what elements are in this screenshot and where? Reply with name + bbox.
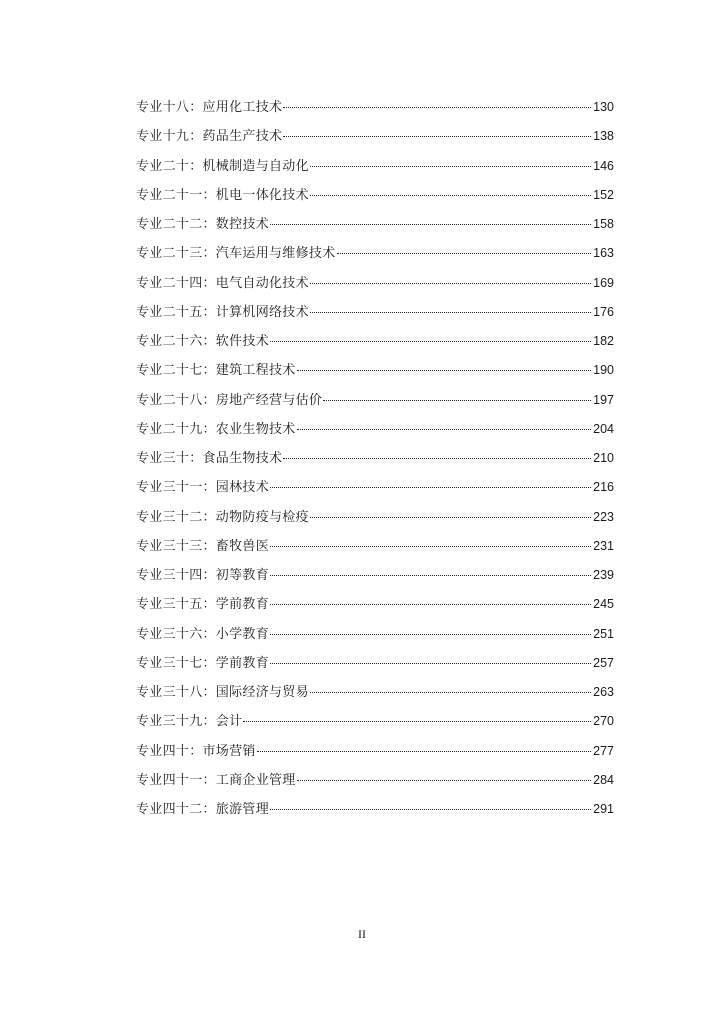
toc-entry-page: 239 — [593, 568, 614, 582]
toc-dot-leader — [297, 429, 592, 430]
toc-entry-title: 专业二十七：建筑工程技术 — [136, 363, 296, 379]
page-number: II — [358, 927, 366, 941]
toc-entry-title: 专业四十二：旅游管理 — [136, 802, 270, 817]
toc-entry[interactable] — [136, 386, 614, 415]
toc-dot-leader — [310, 283, 591, 284]
toc-dot-leader — [270, 809, 591, 810]
toc-dot-leader — [310, 312, 591, 313]
toc-entry-page: 176 — [593, 304, 614, 319]
toc-entry-page: 130 — [593, 100, 614, 114]
toc-entry-page: 251 — [593, 626, 614, 641]
toc-dot-leader — [270, 546, 591, 547]
toc-entry-title: 专业二十八：房地产经营与估价 — [136, 392, 323, 408]
toc-entry-title: 专业二十四：电气自动化技术 — [136, 275, 309, 291]
toc-entry[interactable] — [136, 181, 614, 210]
toc-entry[interactable] — [136, 327, 614, 356]
toc-dot-leader — [243, 721, 591, 722]
toc-dot-leader — [270, 341, 591, 342]
toc-entry[interactable] — [136, 122, 614, 151]
toc-entry[interactable] — [136, 503, 614, 532]
toc-dot-leader — [310, 517, 591, 518]
toc-entry[interactable] — [136, 737, 614, 766]
toc-entry-title: 专业三十一：园林技术 — [136, 480, 270, 496]
toc-entry-page: 138 — [593, 129, 614, 144]
toc-entry[interactable] — [136, 766, 614, 795]
toc-entry[interactable] — [136, 532, 614, 561]
toc-entry-title: 专业十九：药品生产技术 — [136, 129, 283, 145]
toc-entry-title: 专业四十一：工商企业管理 — [136, 772, 296, 788]
toc-dot-leader — [297, 780, 592, 781]
toc-entry-page: 210 — [593, 451, 614, 465]
toc-entry-title: 专业十八：应用化工技术 — [136, 100, 283, 115]
toc-entry-page: 270 — [593, 714, 614, 729]
toc-entry-page: 257 — [593, 655, 614, 670]
toc-entry[interactable] — [136, 649, 614, 678]
toc-entry-page: 216 — [593, 480, 614, 495]
toc-dot-leader — [310, 166, 591, 167]
toc-dot-leader — [297, 370, 592, 371]
toc-entry-title: 专业二十五：计算机网络技术 — [136, 304, 309, 320]
toc-entry-title: 专业三十五：学前教育 — [136, 597, 270, 613]
toc-entry-page: 169 — [593, 275, 614, 290]
toc-entry-title: 专业四十：市场营销 — [136, 743, 256, 759]
toc-dot-leader — [270, 487, 591, 488]
toc-dot-leader — [270, 634, 591, 635]
toc-entry-title: 专业三十九：会计 — [136, 714, 243, 730]
toc-entry-title: 专业三十：食品生物技术 — [136, 451, 283, 466]
toc-entry-page: 146 — [593, 158, 614, 173]
toc-dot-leader — [337, 253, 592, 254]
toc-entry-title: 专业二十三：汽车运用与维修技术 — [136, 246, 336, 262]
toc-entry-title: 专业三十三：畜牧兽医 — [136, 538, 270, 554]
toc-entry-title: 专业二十：机械制造与自动化 — [136, 158, 309, 174]
table-of-contents — [136, 93, 614, 824]
toc-entry-page: 263 — [593, 685, 614, 699]
toc-entry-page: 223 — [593, 509, 614, 524]
toc-dot-leader — [323, 400, 591, 401]
toc-entry[interactable] — [136, 795, 614, 824]
toc-dot-leader — [270, 224, 591, 225]
toc-dot-leader — [270, 663, 591, 664]
toc-entry[interactable] — [136, 356, 614, 385]
toc-entry-title: 专业三十八：国际经济与贸易 — [136, 685, 309, 700]
toc-entry[interactable] — [136, 415, 614, 444]
toc-entry-page: 190 — [593, 363, 614, 378]
toc-dot-leader — [270, 604, 591, 605]
toc-entry-page: 245 — [593, 597, 614, 612]
toc-dot-leader — [283, 107, 591, 108]
toc-entry-page: 277 — [593, 743, 614, 758]
toc-entry-page: 231 — [593, 538, 614, 553]
toc-entry-page: 158 — [593, 217, 614, 231]
toc-dot-leader — [283, 458, 591, 459]
toc-entry-title: 专业三十四：初等教育 — [136, 568, 270, 583]
toc-entry[interactable] — [136, 269, 614, 298]
toc-entry[interactable] — [136, 93, 614, 122]
toc-entry-page: 163 — [593, 246, 614, 261]
toc-entry-page: 291 — [593, 802, 614, 816]
toc-entry-page: 284 — [593, 772, 614, 787]
toc-entry-title: 专业二十一：机电一体化技术 — [136, 187, 309, 203]
toc-entry-title: 专业三十二：动物防疫与检疫 — [136, 509, 309, 525]
toc-entry-page: 152 — [593, 187, 614, 202]
toc-dot-leader — [310, 692, 591, 693]
toc-entry[interactable] — [136, 210, 614, 239]
toc-entry-title: 专业二十六：软件技术 — [136, 334, 270, 349]
toc-entry[interactable] — [136, 298, 614, 327]
toc-entry[interactable] — [136, 707, 614, 736]
toc-entry-page: 204 — [593, 421, 614, 436]
toc-entry[interactable] — [136, 590, 614, 619]
toc-entry[interactable] — [136, 152, 614, 181]
toc-dot-leader — [270, 575, 591, 576]
toc-entry-title: 专业三十六：小学教育 — [136, 626, 270, 642]
toc-dot-leader — [283, 136, 591, 137]
toc-entry[interactable] — [136, 444, 614, 473]
toc-entry-title: 专业二十九：农业生物技术 — [136, 421, 296, 437]
toc-entry-page: 197 — [593, 392, 614, 407]
toc-dot-leader — [257, 751, 591, 752]
toc-entry[interactable] — [136, 678, 614, 707]
toc-dot-leader — [310, 195, 591, 196]
toc-entry-title: 专业三十七：学前教育 — [136, 655, 270, 671]
toc-entry-title: 专业二十二：数控技术 — [136, 217, 270, 232]
toc-entry-page: 182 — [593, 334, 614, 348]
toc-entry[interactable] — [136, 239, 614, 268]
toc-entry[interactable] — [136, 473, 614, 502]
toc-entry[interactable] — [136, 561, 614, 590]
toc-entry[interactable] — [136, 620, 614, 649]
